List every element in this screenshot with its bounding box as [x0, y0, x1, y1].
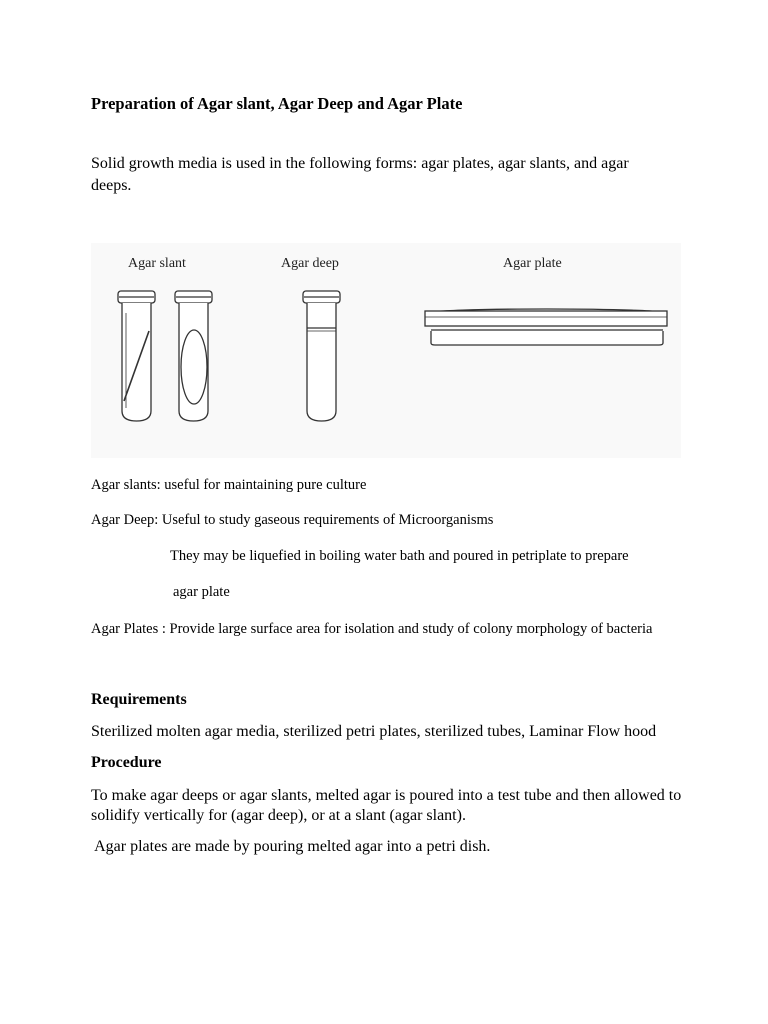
page-title: Preparation of Agar slant, Agar Deep and Agar Plate — [91, 94, 463, 113]
procedure-heading: Procedure — [91, 754, 162, 771]
label-agar-plate: Agar plate — [503, 256, 562, 271]
agar-forms-figure — [91, 243, 681, 458]
deep-tube — [303, 291, 340, 421]
agar-deep-note-line-1: They may be liquefied in boiling water bath and poured in petriplate to prepare — [170, 548, 629, 564]
slant-tube-2 — [175, 291, 212, 421]
intro-paragraph: Solid growth media is used in the following forms: agar plates, agar slants, and agar deeps. — [91, 155, 629, 194]
label-agar-slant: Agar slant — [128, 256, 186, 271]
requirements-heading: Requirements — [91, 691, 187, 708]
procedure-paragraph-1: To make agar deeps or agar slants, melted agar is poured into a test tube and then allowed to solidify vertically for (agar deep), or at a slant (agar slant). — [91, 787, 682, 824]
slant-tube-1 — [118, 291, 155, 421]
procedure-paragraph-2: Agar plates are made by pouring melted agar into a petri dish. — [91, 838, 491, 855]
agar-deep-note-line-2: agar plate — [173, 584, 230, 600]
agar-plates-use: Agar Plates : Provide large surface area for isolation and study of colony morphology of bacteria — [91, 621, 653, 637]
label-agar-deep: Agar deep — [281, 256, 339, 271]
requirements-text: Sterilized molten agar media, sterilized petri plates, sterilized tubes, Laminar Flow hood — [91, 723, 657, 740]
agar-slants-use: Agar slants: useful for maintaining pure culture — [91, 477, 367, 493]
agar-deep-use: Agar Deep: Useful to study gaseous requirements of Microorganisms — [91, 512, 494, 528]
